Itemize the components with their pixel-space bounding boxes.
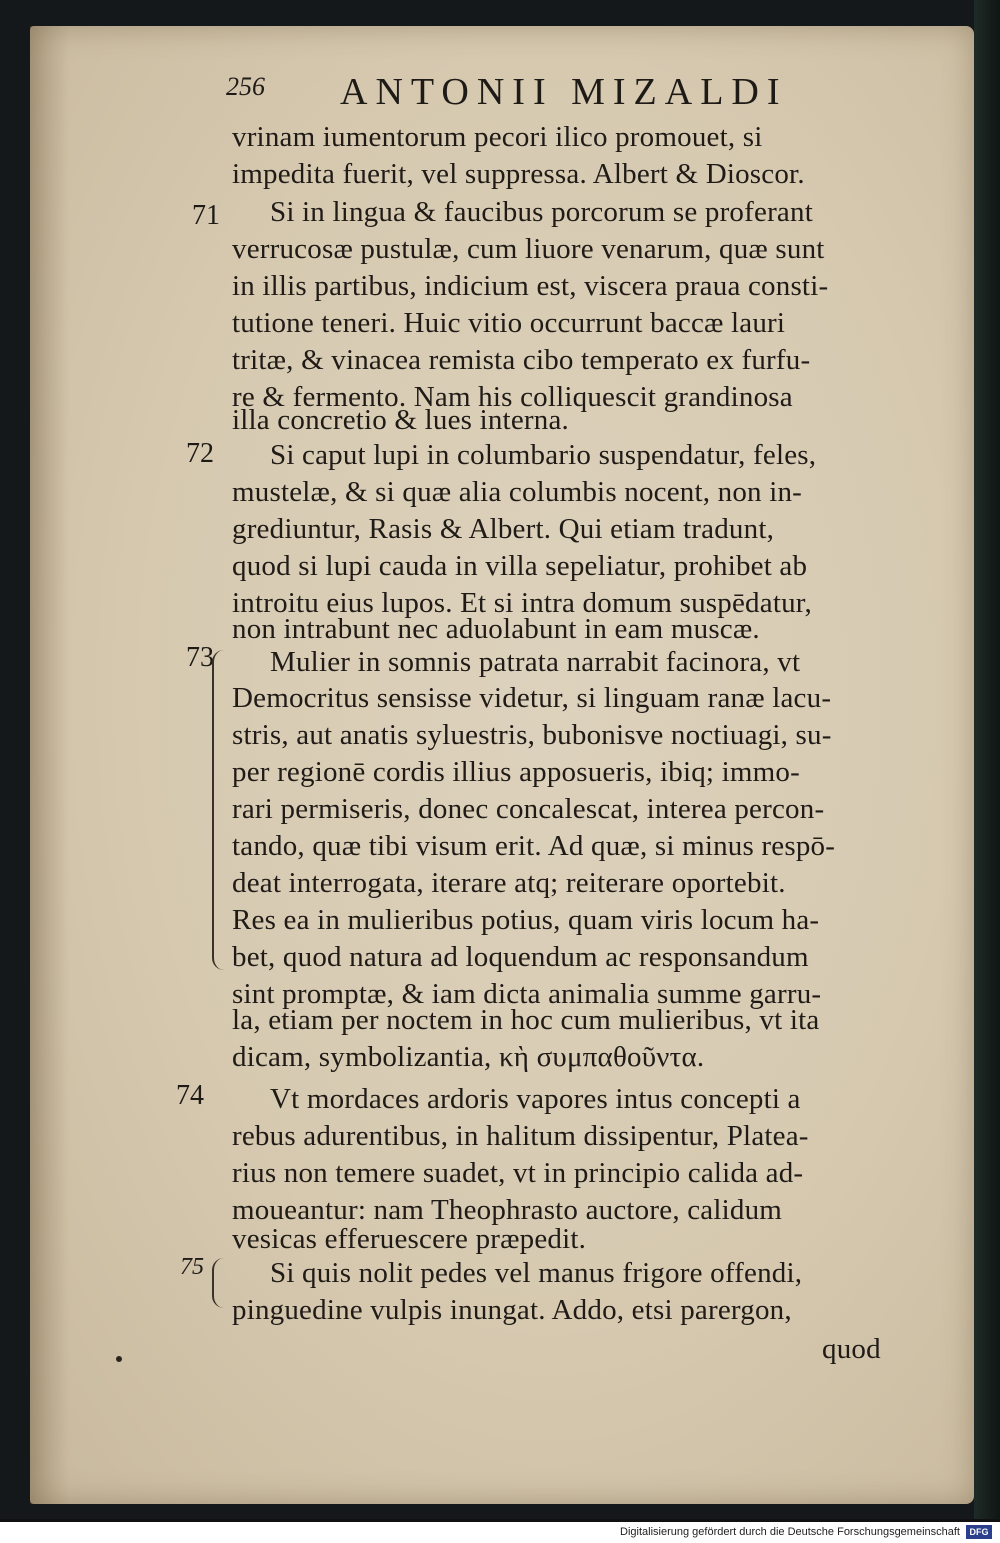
text-line: grediuntur, Rasis & Albert. Qui etiam tradunt, xyxy=(232,513,775,545)
text-line: vrinam iumentorum pecori ilico promouet, si xyxy=(232,121,763,153)
text-line: tritæ, & vinacea remista cibo temperato ex furfu- xyxy=(232,344,811,376)
text-line: Si quis nolit pedes vel manus frigore offendi, xyxy=(270,1257,803,1289)
text-line: moueantur: nam Theophrasto auctore, calidum xyxy=(232,1194,783,1226)
footer-bar xyxy=(0,1522,1000,1543)
catchword: quod xyxy=(822,1333,881,1365)
text-line: rebus adurentibus, in halitum dissipentur, Platea- xyxy=(232,1120,809,1152)
text-line: la, etiam per noctem in hoc cum mulieribus, vt ita xyxy=(232,1004,820,1036)
text-line: verrucosæ pustulæ, cum liuore venarum, quæ sunt xyxy=(232,233,825,265)
ink-spot xyxy=(116,1356,122,1362)
dfg-logo: DFG xyxy=(966,1525,992,1539)
text-line: mustelæ, & si quæ alia columbis nocent, non in- xyxy=(232,476,803,508)
text-line: Vt mordaces ardoris vapores intus concepti a xyxy=(270,1083,801,1115)
text-line: illa concretio & lues interna. xyxy=(232,404,569,436)
page-gutter-shadow xyxy=(30,26,70,1504)
text-line: sint promptæ, & iam dicta animalia summe garru- xyxy=(232,978,822,1010)
margin-number-71: 71 xyxy=(192,200,220,231)
text-line: per regionē cordis illius apposueris, ibiq; immo- xyxy=(232,756,800,788)
text-line: Si in lingua & faucibus porcorum se proferant xyxy=(270,196,813,228)
text-line: Mulier in somnis patrata narrabit facinora, vt xyxy=(270,646,801,678)
text-line: pinguedine vulpis inungat. Addo, etsi parergon, xyxy=(232,1294,792,1326)
margin-bracket-75 xyxy=(212,1258,224,1308)
text-line: re & fermento. Nam his colliquescit grandinosa xyxy=(232,381,793,413)
text-line: tutione teneri. Huic vitio occurrunt baccæ lauri xyxy=(232,307,786,339)
text-line: stris, aut anatis syluestris, bubonisve noctiuagi, su- xyxy=(232,719,832,751)
text-line: rari permiseris, donec concalescat, interea percon- xyxy=(232,793,825,825)
margin-number-74: 74 xyxy=(176,1080,204,1111)
text-line: introitu eius lupos. Et si intra domum suspēdatur, xyxy=(232,587,812,619)
text-line: rius non temere suadet, vt in principio calida ad- xyxy=(232,1157,804,1189)
margin-number-72: 72 xyxy=(186,438,214,469)
book-cover-edge xyxy=(974,0,1000,1522)
page-number: 256 xyxy=(226,72,265,101)
text-line: dicam, symbolizantia, κὴ συμπαθοῦντα. xyxy=(232,1041,705,1073)
running-title: ANTONII MIZALDI xyxy=(340,71,788,113)
text-line: Democritus sensisse videtur, si linguam ranæ lacu- xyxy=(232,682,832,714)
text-line: vesicas efferuescere præpedit. xyxy=(232,1223,587,1255)
text-line: non intrabunt nec aduolabunt in eam muscæ. xyxy=(232,613,760,645)
digitization-credit: Digitalisierung gefördert durch die Deutsche Forschungsgemeinschaft xyxy=(620,1526,960,1538)
text-line: deat interrogata, iterare atq; reiterare oportebit. xyxy=(232,867,786,899)
text-line: Res ea in mulieribus potius, quam viris locum ha- xyxy=(232,904,820,936)
margin-number-73: 73 xyxy=(186,642,214,673)
text-line: impedita fuerit, vel suppressa. Albert & Dioscor. xyxy=(232,158,805,190)
text-line: quod si lupi cauda in villa sepeliatur, prohibet ab xyxy=(232,550,808,582)
text-line: Si caput lupi in columbario suspendatur, feles, xyxy=(270,439,817,471)
text-line: bet, quod natura ad loquendum ac responsandum xyxy=(232,941,809,973)
text-line: in illis partibus, indicium est, viscera praua consti- xyxy=(232,270,829,302)
text-line: tando, quæ tibi visum erit. Ad quæ, si minus respō- xyxy=(232,830,836,862)
margin-number-75: 75 xyxy=(180,1254,204,1280)
margin-bracket-73 xyxy=(212,650,224,970)
